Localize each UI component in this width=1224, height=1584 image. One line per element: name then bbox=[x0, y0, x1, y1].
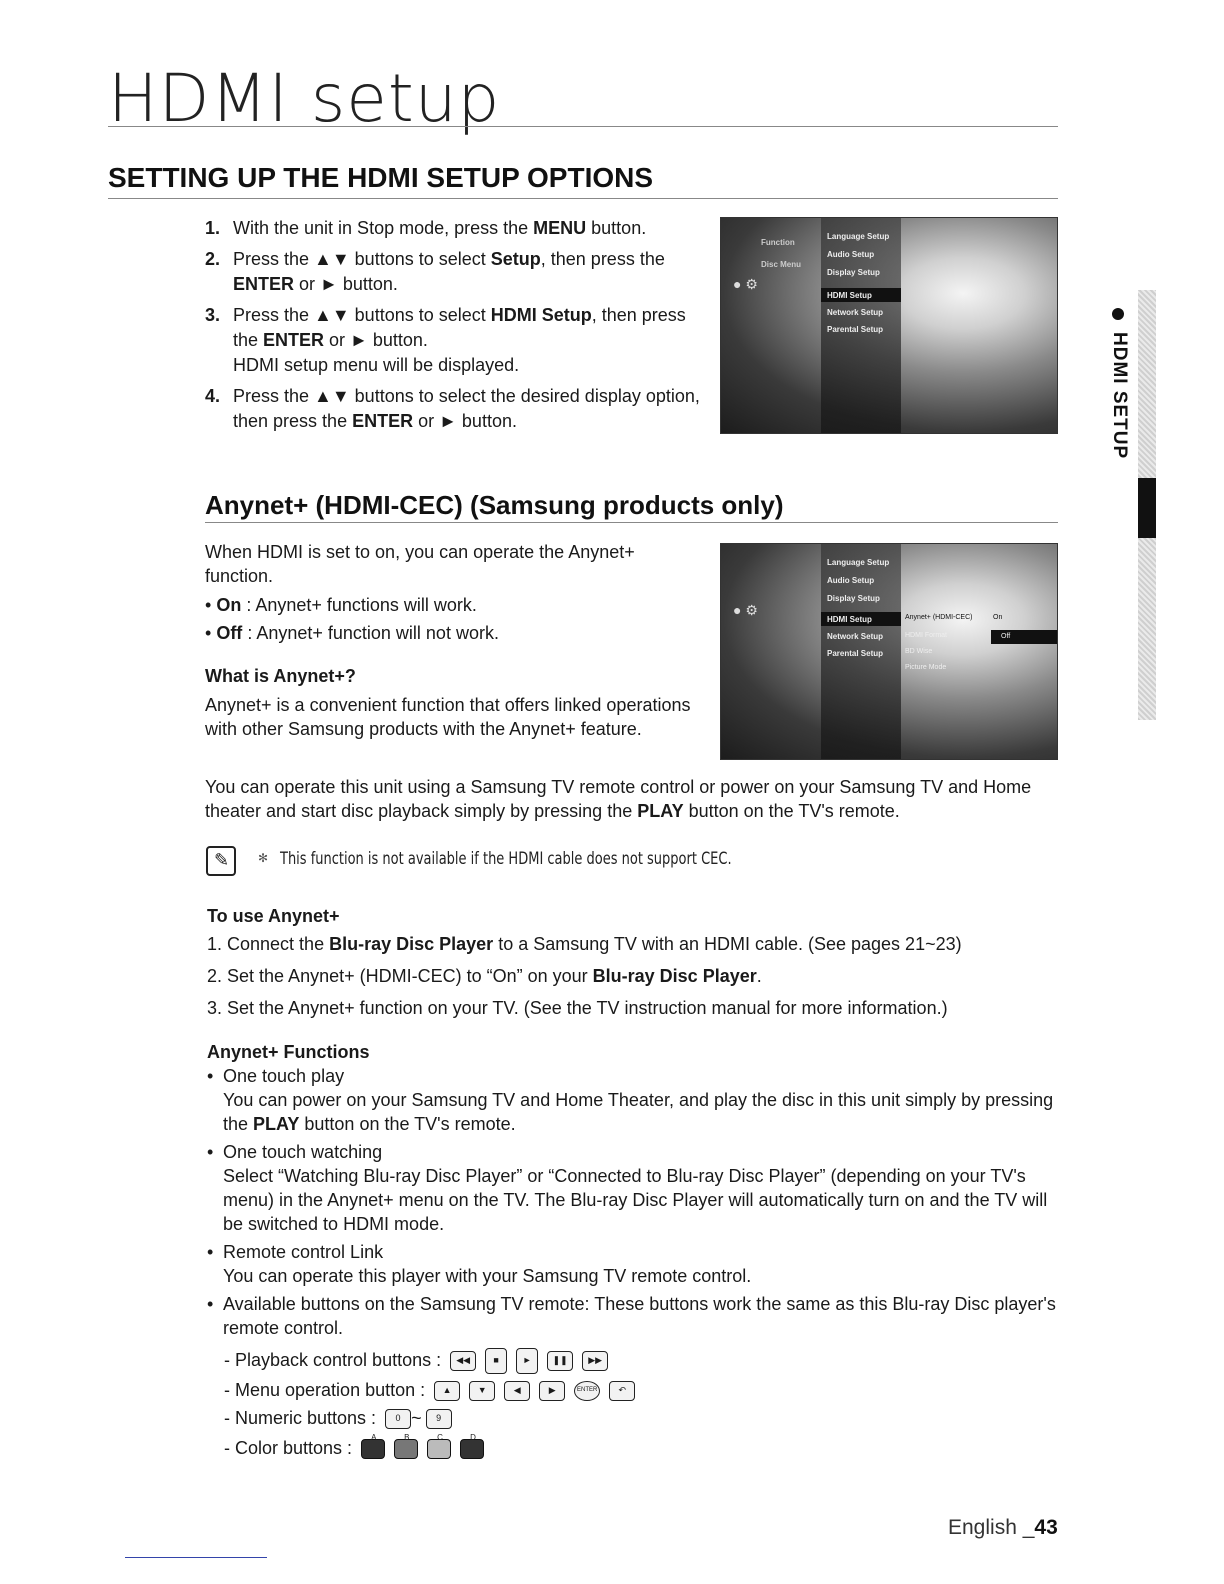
menu-item-audio: Audio Setup bbox=[827, 250, 875, 259]
on-label: On bbox=[216, 595, 242, 615]
numeric-buttons-row: - Numeric buttons : 0 ~ 9 bbox=[224, 1406, 452, 1430]
menu-item-language: Language Setup bbox=[827, 232, 890, 241]
play-key: PLAY bbox=[253, 1114, 300, 1134]
step-text: or ► button. bbox=[324, 330, 428, 350]
step-text: button. bbox=[586, 218, 647, 238]
function-one-touch-watching bbox=[207, 1140, 1067, 1236]
step-note: HDMI setup menu will be displayed. bbox=[233, 355, 520, 375]
item-text: . bbox=[756, 966, 762, 986]
para-text: button on the TV's remote. bbox=[683, 801, 900, 821]
play-key: PLAY bbox=[637, 801, 684, 821]
row-label: - Color buttons : bbox=[224, 1438, 358, 1458]
function-remote-link bbox=[207, 1240, 1067, 1288]
function-text: You can operate this player with your Samsung TV remote control. bbox=[223, 1266, 752, 1286]
item-text: to a Samsung TV with an HDMI cable. (See pages 21~23) bbox=[493, 934, 962, 954]
functions-list bbox=[207, 1064, 1067, 1344]
step-text: Press the ▲▼ buttons to select the desired display option, then press the bbox=[233, 386, 700, 431]
step-text: or ► button. bbox=[413, 411, 517, 431]
to-use-list bbox=[207, 932, 1067, 1028]
step-number: 4. bbox=[205, 386, 221, 406]
list-item bbox=[207, 996, 1067, 1020]
option-off-selected: Off bbox=[991, 630, 1058, 644]
menu-item-parental: Parental Setup bbox=[827, 649, 884, 658]
function-available-buttons bbox=[207, 1292, 1067, 1340]
step-key: MENU bbox=[533, 218, 587, 238]
off-text: : Anynet+ function will not work. bbox=[242, 623, 499, 643]
down-arrow-icon: ▼ bbox=[469, 1381, 495, 1401]
menu-item-display: Display Setup bbox=[827, 594, 880, 603]
color-key-label: C bbox=[437, 1433, 443, 1443]
menu-item-display: Display Setup bbox=[827, 268, 880, 277]
bullet: • bbox=[207, 1294, 214, 1314]
footer-rule bbox=[125, 1557, 267, 1558]
step-key: ENTER bbox=[233, 274, 295, 294]
step-text: , then press the bbox=[540, 249, 665, 269]
anynet-rule bbox=[205, 522, 1058, 523]
row-label: - Menu operation button : bbox=[224, 1380, 431, 1400]
rewind-icon: ◀◀ bbox=[450, 1351, 476, 1371]
step-number: 3. bbox=[205, 305, 221, 325]
menu-item-hdmi: HDMI Setup bbox=[827, 615, 872, 624]
step-key: Setup bbox=[490, 249, 541, 269]
functions-heading: Anynet+ Functions bbox=[207, 1042, 370, 1062]
menu-item-language: Language Setup bbox=[827, 558, 890, 567]
page-number: 43 bbox=[1034, 1516, 1058, 1539]
step-key: ENTER bbox=[263, 330, 325, 350]
row-label: - Playback control buttons : bbox=[224, 1350, 447, 1370]
step-key: HDMI Setup bbox=[490, 305, 592, 325]
note-pencil-icon: ✎ bbox=[206, 846, 236, 876]
play-icon: ► bbox=[516, 1348, 538, 1374]
function-title: One touch play bbox=[223, 1066, 345, 1086]
item-key: Blu-ray Disc Player bbox=[592, 966, 757, 986]
what-is-anynet-heading: What is Anynet+? bbox=[205, 666, 356, 686]
color-key-d-icon bbox=[460, 1433, 484, 1459]
submenu-picture-mode: Picture Mode bbox=[905, 664, 947, 671]
anynet-intro: When HDMI is set to on, you can operate the Anynet+ function. bbox=[205, 542, 635, 586]
item-text: 1. Connect the bbox=[207, 934, 330, 954]
menu-item-parental: Parental Setup bbox=[827, 325, 884, 334]
step-4 bbox=[205, 384, 705, 434]
menu-item-network: Network Setup bbox=[827, 632, 884, 641]
settings-gear-icon: ● ⚙ bbox=[733, 276, 758, 292]
left-arrow-icon: ◀ bbox=[504, 1381, 530, 1401]
item-text: 2. Set the Anynet+ (HDMI-CEC) to “On” on your bbox=[207, 966, 593, 986]
submenu-bd-wise: BD Wise bbox=[905, 648, 933, 655]
pause-icon: ❚❚ bbox=[547, 1351, 573, 1371]
section-heading: SETTING UP THE HDMI SETUP OPTIONS bbox=[108, 162, 654, 193]
step-text: Press the ▲▼ buttons to select bbox=[233, 305, 491, 325]
page-big-title: HDMI setup bbox=[108, 60, 501, 137]
section-rule bbox=[108, 198, 1058, 199]
row-label: - Numeric buttons : bbox=[224, 1408, 382, 1428]
step-number: 1. bbox=[205, 218, 221, 238]
right-arrow-icon: ▶ bbox=[539, 1381, 565, 1401]
step-text: With the unit in Stop mode, press the bbox=[233, 218, 534, 238]
page-footer bbox=[948, 1516, 1058, 1540]
bullet-off: • Off : Anynet+ function will not work. bbox=[205, 623, 499, 643]
step-3 bbox=[205, 303, 705, 378]
numeric-key-9-icon: 9 bbox=[426, 1409, 452, 1429]
stop-icon: ■ bbox=[485, 1348, 507, 1374]
setup-menu-screenshot bbox=[720, 217, 1058, 434]
step-text: or ► button. bbox=[294, 274, 398, 294]
side-tab-bullet-icon bbox=[1112, 308, 1124, 320]
option-on: On bbox=[993, 614, 1003, 621]
color-key-c-icon bbox=[427, 1433, 451, 1459]
enter-icon: ENTER bbox=[574, 1381, 600, 1401]
function-text: You can power on your Samsung TV and Home Theater, and play the disc in this unit simply by pressing the bbox=[223, 1090, 1054, 1134]
what-is-anynet-body: Anynet+ is a convenient function that offers linked operations with other Samsung products with the Anynet+ feature. bbox=[205, 695, 691, 739]
para-text: You can operate this unit using a Samsung TV remote control or power on your Samsung TV and Home theater and start disc playback simply by pressing the bbox=[205, 777, 1032, 821]
color-key-label: A bbox=[371, 1433, 377, 1443]
bullet: • bbox=[207, 1142, 214, 1162]
anynet-menu-screenshot bbox=[720, 543, 1058, 760]
anynet-remote-paragraph bbox=[205, 775, 1065, 823]
menu-item-hdmi: HDMI Setup bbox=[827, 291, 872, 300]
function-title: Available buttons on the Samsung TV remote: These buttons work the same as this Blu-ray Disc player's remote control. bbox=[223, 1294, 1056, 1338]
up-arrow-icon: ▲ bbox=[434, 1381, 460, 1401]
step-1 bbox=[205, 216, 705, 241]
submenu-hdmi-format: HDMI Format bbox=[905, 632, 947, 639]
off-label: Off bbox=[216, 623, 243, 643]
function-one-touch-play bbox=[207, 1064, 1067, 1136]
fast-forward-icon: ▶▶ bbox=[582, 1351, 608, 1371]
title-rule bbox=[108, 126, 1058, 127]
settings-gear-icon: ● ⚙ bbox=[733, 602, 758, 618]
color-key-a-icon bbox=[361, 1433, 385, 1459]
color-buttons-row bbox=[224, 1433, 484, 1460]
item-text: 3. Set the Anynet+ function on your TV. (See the TV instruction manual for more information.) bbox=[207, 998, 948, 1018]
color-key-label: B bbox=[404, 1433, 410, 1443]
step-2 bbox=[205, 247, 705, 297]
color-key-b-icon bbox=[394, 1433, 418, 1459]
function-text: Select “Watching Blu-ray Disc Player” or “Connected to Blu-ray Disc Player” (depending on your TV's menu) in the Anynet+ menu on the TV. The Blu-ray Disc Player will automatically turn on and the TV will be switched to HDMI mode. bbox=[223, 1166, 1048, 1234]
setup-steps bbox=[205, 216, 705, 440]
side-tab-marker bbox=[1138, 478, 1156, 538]
anynet-heading: Anynet+ (HDMI-CEC) (Samsung products only) bbox=[205, 490, 784, 520]
menu-item-function: Function bbox=[761, 238, 795, 247]
list-item bbox=[207, 932, 1067, 956]
menu-item-disc-menu: Disc Menu bbox=[761, 260, 802, 269]
step-key: ENTER bbox=[352, 411, 414, 431]
playback-buttons-row bbox=[224, 1348, 608, 1374]
note-text: This function is not available if the HDMI cable does not support CEC. bbox=[280, 849, 732, 869]
return-icon: ↶ bbox=[609, 1381, 635, 1401]
function-title: One touch watching bbox=[223, 1142, 383, 1162]
footer-language: English _ bbox=[948, 1516, 1035, 1539]
item-key: Blu-ray Disc Player bbox=[329, 934, 494, 954]
function-text: button on the TV's remote. bbox=[299, 1114, 516, 1134]
anynet-option-label: Anynet+ (HDMI-CEC) bbox=[905, 614, 973, 621]
bullet: • bbox=[207, 1066, 214, 1086]
step-text: , then press the bbox=[233, 305, 686, 350]
to-use-heading: To use Anynet+ bbox=[207, 906, 340, 926]
menu-buttons-row bbox=[224, 1378, 635, 1402]
bullet-on: • On : Anynet+ functions will work. bbox=[205, 595, 477, 615]
note-star-icon: ✻ bbox=[258, 851, 269, 865]
step-number: 2. bbox=[205, 249, 221, 269]
side-tab-label: HDMI SETUP bbox=[1109, 332, 1130, 460]
function-title: Remote control Link bbox=[223, 1242, 384, 1262]
menu-item-network: Network Setup bbox=[827, 308, 884, 317]
on-text: : Anynet+ functions will work. bbox=[241, 595, 477, 615]
color-key-label: D bbox=[470, 1433, 476, 1443]
numeric-key-0-icon: 0 bbox=[385, 1409, 411, 1429]
list-item bbox=[207, 964, 1067, 988]
step-text: Press the ▲▼ buttons to select bbox=[233, 249, 491, 269]
bullet: • bbox=[207, 1242, 214, 1262]
menu-item-audio: Audio Setup bbox=[827, 576, 875, 585]
